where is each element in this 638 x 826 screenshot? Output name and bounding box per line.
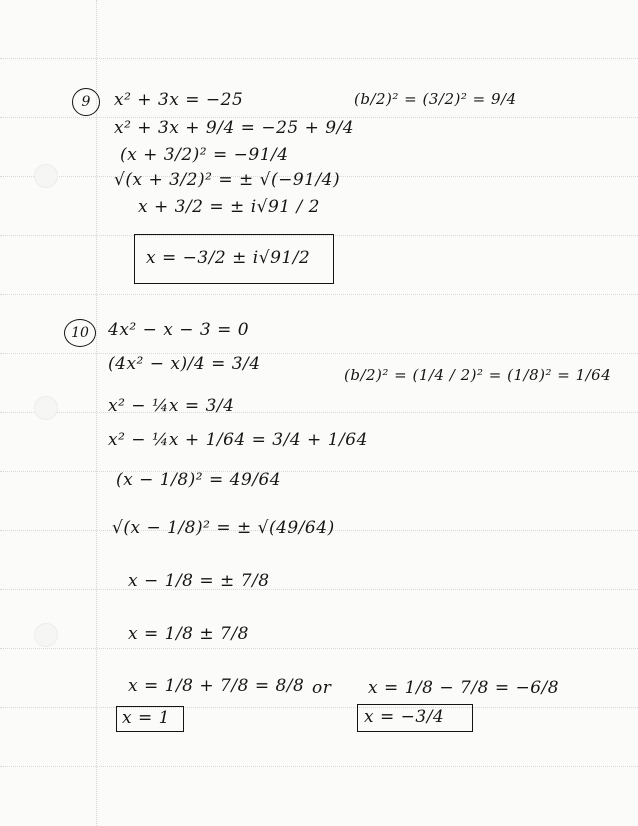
p9-answer: x = −3/2 ± i√91/2 [146,248,311,268]
p10-line-1: 4x² − x − 3 = 0 [108,320,250,340]
p10-line-2: (4x² − x)/4 = 3/4 [108,354,261,374]
p10-line-8: x = 1/8 ± 7/8 [128,624,249,644]
p9-line-4: √(x + 3/2)² = ± √(−91/4) [114,170,341,190]
p9-line-2: x² + 3x + 9/4 = −25 + 9/4 [114,118,355,138]
p10-line-5: (x − 1/8)² = 49/64 [116,470,282,490]
p9-side-work: (b/2)² = (3/2)² = 9/4 [354,90,517,108]
p9-line-3: (x + 3/2)² = −91/4 [120,145,289,165]
binder-hole [34,164,58,188]
problem-10-number: 10 [64,319,96,347]
p10-line-3: x² − ¼x = 3/4 [108,396,235,416]
p10-line-6: √(x − 1/8)² = ± √(49/64) [112,518,335,538]
p9-line-5: x + 3/2 = ± i√91 / 2 [138,197,320,217]
margin-line [96,0,97,826]
p10-second-solution: x = 1/8 − 7/8 = −6/8 [368,678,560,698]
p10-answer-2: x = −3/4 [364,707,445,727]
p10-side-work: (b/2)² = (1/4 / 2)² = (1/8)² = 1/64 [344,366,612,384]
p10-answer-1: x = 1 [122,708,170,728]
p10-line-9: x = 1/8 + 7/8 = 8/8 [128,676,305,696]
p10-line-4: x² − ¼x + 1/64 = 3/4 + 1/64 [108,430,368,450]
binder-hole [34,623,58,647]
p9-line-1: x² + 3x = −25 [114,90,244,110]
p10-line-7: x − 1/8 = ± 7/8 [128,571,270,591]
p10-or: or [312,678,332,698]
problem-9-number: 9 [72,88,100,116]
binder-hole [34,396,58,420]
